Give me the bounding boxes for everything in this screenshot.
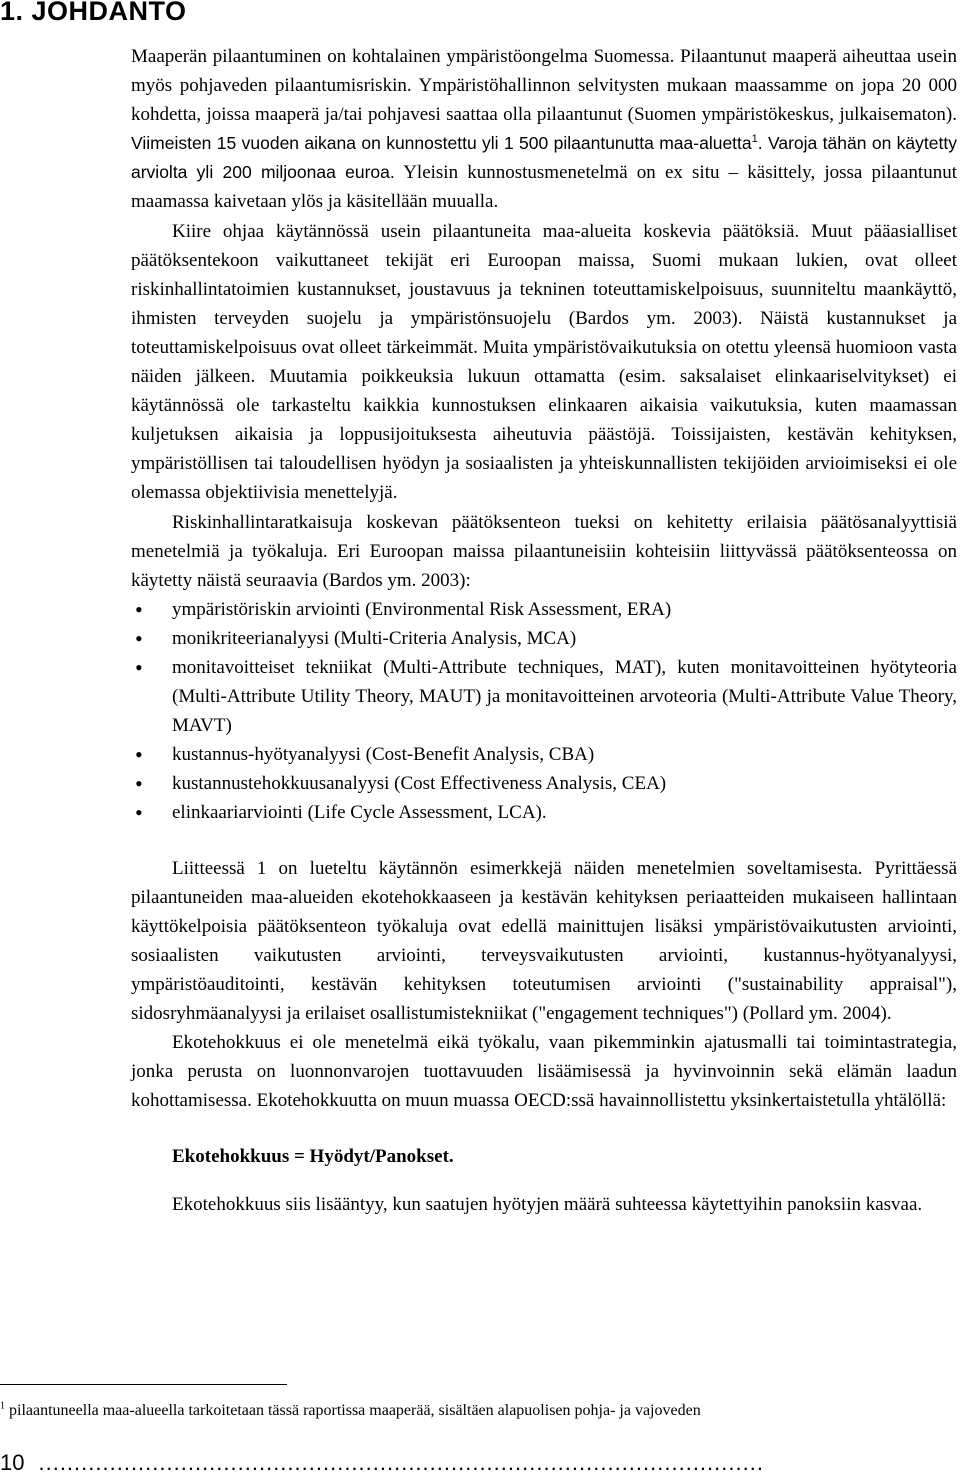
bullet-icon: •	[135, 654, 143, 680]
footnote-mark: 1	[0, 1400, 5, 1412]
spacer	[131, 1171, 957, 1190]
list-item-text: monitavoitteiset tekniikat (Multi-Attribute techniques, MAT), kuten monitavoitteinen hyötyteoria (Multi-Attribute Utility Theory, MAUT) ja monitavoitteinen arvoteoria (Multi-Attribute Value Theory, MAVT)	[172, 656, 957, 737]
eco-efficiency-formula: Ekotehokkuus = Hyödyt/Panokset.	[172, 1146, 454, 1168]
footnote-separator	[0, 1384, 287, 1385]
body-text	[131, 42, 957, 1220]
list-item-text: kustannustehokkuusanalyysi (Cost Effectiveness Analysis, CEA)	[172, 773, 667, 795]
page-footer	[0, 1450, 960, 1476]
chapter-heading: 1. JOHDANTO	[0, 0, 187, 26]
intro-text: Maaperän pilaantuminen on kohtalainen ympäristöongelma Suomessa. Pilaantunut maaperä aiheuttaa usein myös pohjaveden pilaantumisriskin. Ympäristöhallinnon selvitysten mukaan maassamme on jopa 20 000 kohdetta, joissa maaperä ja/tai pohjavesi saattaa olla pilaantunut (Suomen ympäristökeskus, julkaisematon).	[131, 46, 957, 126]
footnote	[0, 1400, 960, 1422]
list-item	[131, 769, 957, 798]
list-item	[131, 798, 957, 827]
restoration-cost-text: . Varoja tähän on käytetty arviolta yli 200 miljoonaa euroa.	[131, 133, 957, 183]
bullet-icon: •	[135, 771, 143, 797]
bullet-icon: •	[135, 742, 143, 768]
list-item-text: monikriteerianalyysi (Multi-Criteria Analysis, MCA)	[172, 627, 577, 649]
paragraph-annex-examples: Liitteessä 1 on lueteltu käytännön esimerkkejä näiden menetelmien soveltamisesta. Pyrittäessä pilaantuneiden maa-alueiden ekotehokkaaseen ja kestävän kehityksen periaatteiden mukaiseen hallintaan käyttökelpoisia päätöksenteon työkaluja ovat edellä mainittujen lisäksi ympäristövaikutusten arviointi, sosiaalisten vaikutusten arviointi, terveysvaikutusten arviointi, kustannus-hyötyanalyysi, ympäristöauditointi, kestävän kehityksen toteutumisen arviointi ("sustainability appraisal"), sidosryhmäanalyysi ja erilaiset osallistumistekniikat ("engagement techniques") (Pollard ym. 2004).	[131, 857, 957, 1024]
footnote-reference: 1	[751, 133, 758, 146]
paragraph-decision-methods: Riskinhallintaratkaisuja koskevan päätöksenteon tueksi on kehitetty erilaisia päätösanalyyttisiä menetelmiä ja työkaluja. Eri Euroopan maissa pilaantuneisiin kohteisiin liittyvässä päätöksenteossa on käytetty näistä seuraavia (Bardos ym. 2003):	[131, 511, 957, 591]
methods-list	[131, 595, 957, 828]
paragraph-decision-factors: Kiire ohjaa käytännössä usein pilaantuneita maa-alueita koskevia päätöksiä. Muut pääasialliset päätöksentekoon vaikuttaneet tekijät eri Euroopan maissa, Suomi mukaan lukien, ovat olleet riskinhallintatoimien kustannukset, joustavuus ja tekninen toteuttamiskelpoisuus, suunniteltu maankäyttö, ihmisten terveyden suojelu ja ympäristönsuojelu (Bardos ym. 2003). Näistä kustannukset ja toteuttamiskelpoisuus ovat olleet tärkeimmät. Muita ympäristövaikutuksia on otettu yleensä huomioon vasta näiden jälkeen. Muutamia poikkeuksia lukuun ottamatta (esim. saksalaiset elinkaariselvitykset) ei käytännössä ole tarkasteltu kaikkia kunnostuksen elinkaaren aikaisia vaikutuksia, kuten maamassan kuljetuksen aikaisia ja loppusijoituksesta aiheutuvia päästöjä. Toissijaisten, kestävän kehityksen, ympäristöllisen tai taloudellisen hyödyn ja sosiaalisten ja yhteiskunnallisten tekijöiden arvioimiseksi ei ole olemassa objektiivisia menettelyjä.	[131, 220, 957, 504]
spacer	[131, 1115, 957, 1142]
paragraph-conclusion: Ekotehokkuus siis lisääntyy, kun saatujen hyötyjen määrä suhteessa käytettyihin panoksiin kasvaa.	[172, 1194, 923, 1216]
list-item-text: kustannus-hyötyanalyysi (Cost-Benefit Analysis, CBA)	[172, 744, 595, 766]
bullet-icon: •	[135, 800, 143, 826]
intro-ex-situ-text: Yleisin kunnostusmenetelmä on ex situ – käsittely, jossa pilaantunut maamassa kaivetaan ylös ja käsitellään muualla.	[131, 162, 957, 213]
list-item-text: ympäristöriskin arviointi (Environmental Risk Assessment, ERA)	[172, 598, 672, 620]
restoration-count-text: Viimeisten 15 vuoden aikana on kunnostettu yli 1 500 pilaantunutta maa-aluetta	[131, 133, 752, 154]
bullet-icon: •	[135, 625, 143, 651]
list-item	[131, 653, 957, 740]
spacer	[131, 828, 957, 854]
footer-leader-dots: ......................................................................................................	[38, 1450, 764, 1475]
footnote-text: pilaantuneella maa-alueella tarkoitetaan tässä raportissa maaperää, sisältäen alapuolisen pohja- ja vajoveden	[9, 1402, 701, 1419]
page-number: 10	[0, 1450, 25, 1475]
list-item	[131, 624, 957, 653]
paragraph-eco-efficiency: Ekotehokkuus ei ole menetelmä eikä työkalu, vaan pikemminkin ajatusmalli tai toimintastrategia, jonka perusta on luonnonvarojen tuottavuuden lisäämisessä ja hyvinvoinnin sekä elämän laadun kohottamisessa. Ekotehokkuutta on muun muassa OECD:ssä havainnollistettu yksinkertaistetulla yhtälöllä:	[131, 1032, 957, 1112]
list-item	[131, 595, 957, 624]
list-item-text: elinkaariarviointi (Life Cycle Assessment, LCA).	[172, 802, 547, 824]
list-item	[131, 740, 957, 769]
bullet-icon: •	[135, 596, 143, 622]
paragraph-intro	[131, 42, 957, 217]
